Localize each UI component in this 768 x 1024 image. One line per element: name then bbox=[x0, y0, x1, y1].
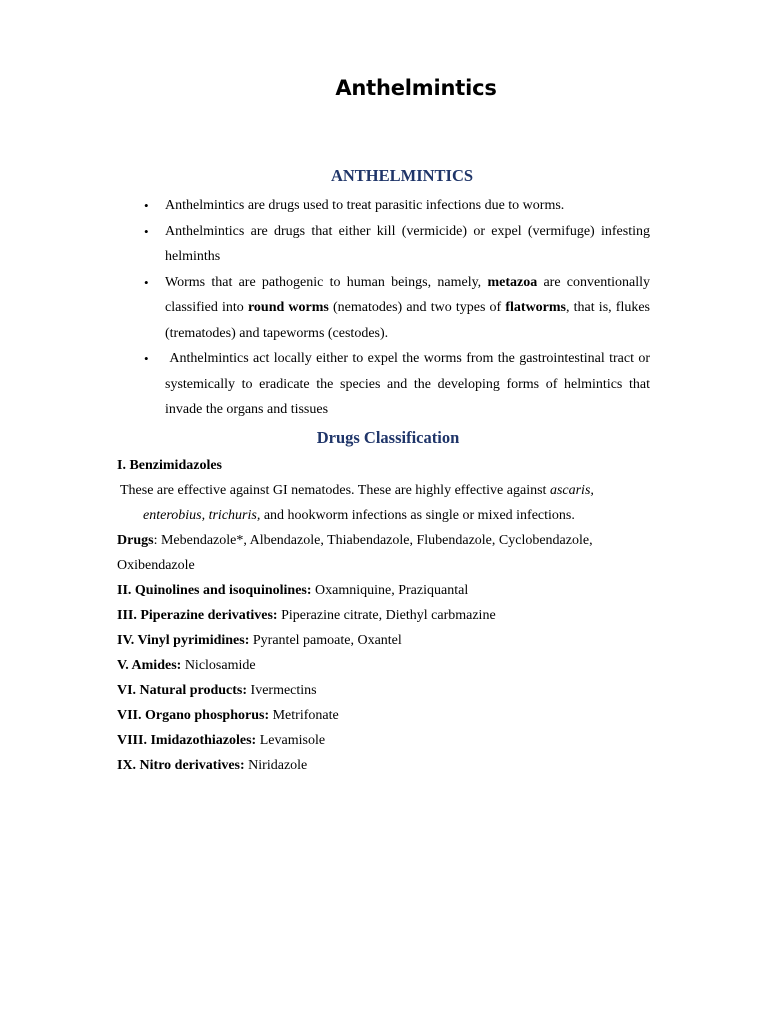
class-label: IX. Nitro derivatives: bbox=[117, 758, 245, 773]
bullet-icon: • bbox=[144, 198, 149, 213]
bullet-text: , that is, flukes (trematodes) and tapeworms (cestodes). bbox=[165, 300, 650, 341]
bullet-item bbox=[140, 346, 650, 423]
benz-description bbox=[117, 478, 650, 503]
bullet-text: (nematodes) and two types of bbox=[328, 300, 506, 315]
class-drugs: Oxamniquine, Praziquantal bbox=[311, 583, 469, 598]
class-item bbox=[117, 678, 650, 703]
benz-desc-text: and hookworm infections as single or mixed infections. bbox=[260, 508, 575, 523]
class-item bbox=[117, 703, 650, 728]
class-drugs: Niridazole bbox=[244, 758, 308, 773]
bullet-text: Worms that are pathogenic to human beings, namely, bbox=[165, 274, 488, 290]
class-drugs: Ivermectins bbox=[247, 683, 317, 698]
class-item bbox=[117, 603, 650, 628]
organism-trichuris: trichuris, bbox=[208, 508, 261, 523]
bullet-bold-term: round worms bbox=[247, 300, 329, 315]
class-drugs: Niclosamide bbox=[181, 658, 256, 673]
class-label: VII. Organo phosphorus: bbox=[117, 708, 270, 723]
class-label: III. Piperazine derivatives: bbox=[117, 608, 278, 623]
bullet-item bbox=[140, 219, 650, 270]
class-item bbox=[117, 753, 650, 778]
class-item bbox=[117, 728, 650, 753]
bullet-text: Anthelmintics are drugs that either kill (vermicide) or expel (vermifuge) infesting helminths bbox=[165, 223, 650, 264]
bullet-item bbox=[140, 193, 650, 219]
class-item bbox=[117, 628, 650, 653]
bullet-bold-term: flatworms bbox=[505, 300, 567, 315]
class-item bbox=[117, 653, 650, 678]
classification-list bbox=[117, 578, 650, 778]
class-label: VI. Natural products: bbox=[117, 683, 248, 698]
benz-drugs bbox=[117, 528, 650, 553]
benz-drugs-cont: Oxibendazole bbox=[117, 558, 195, 573]
bullet-text: Anthelmintics are drugs used to treat parasitic infections due to worms. bbox=[165, 198, 565, 213]
drugs-list: : Mebendazole*, Albendazole, Thiabendazole, Flubendazole, Cyclobendazole, bbox=[153, 533, 593, 548]
bullet-item bbox=[140, 270, 650, 347]
bullet-list bbox=[140, 193, 650, 423]
class-drugs: Pyrantel pamoate, Oxantel bbox=[249, 633, 402, 648]
class-label: IV. Vinyl pyrimidines: bbox=[117, 633, 250, 648]
benzimidazoles-block bbox=[117, 453, 650, 578]
class-title: I. Benzimidazoles bbox=[117, 458, 222, 473]
drugs-label: Drugs bbox=[117, 533, 154, 548]
class-label: V. Amides: bbox=[117, 658, 182, 673]
benz-description-cont bbox=[117, 503, 650, 528]
class-drugs: Metrifonate bbox=[269, 708, 339, 723]
bullet-icon: • bbox=[144, 351, 149, 366]
bullet-text: Anthelmintics act locally either to expel the worms from the gastrointestinal tract or systemically to eradicate the species and the developing forms of helmintics that invade the organs and tissues bbox=[165, 351, 650, 417]
class-drugs: Levamisole bbox=[256, 733, 326, 748]
bullet-bold-term: metazoa bbox=[487, 274, 538, 290]
section-heading-drugs-classification: Drugs Classification bbox=[316, 428, 460, 447]
class-drugs: Piperazine citrate, Diethyl carbmazine bbox=[277, 608, 496, 623]
bullet-text: are conventionally classified into bbox=[165, 274, 650, 315]
organism-enterobius: enterobius, bbox=[143, 508, 206, 523]
page-title: Anthelmintics bbox=[335, 76, 497, 100]
bullet-icon: • bbox=[144, 274, 149, 290]
class-label: II. Quinolines and isoquinolines: bbox=[117, 583, 312, 598]
organism-ascaris: ascaris, bbox=[549, 483, 594, 498]
bullet-icon: • bbox=[144, 223, 149, 239]
benz-desc-text: These are effective against GI nematodes. These are highly effective against bbox=[120, 483, 550, 498]
class-item bbox=[117, 578, 650, 603]
section-heading-anthelmintics: ANTHELMINTICS bbox=[330, 166, 474, 185]
class-label: VIII. Imidazothiazoles: bbox=[117, 733, 257, 748]
